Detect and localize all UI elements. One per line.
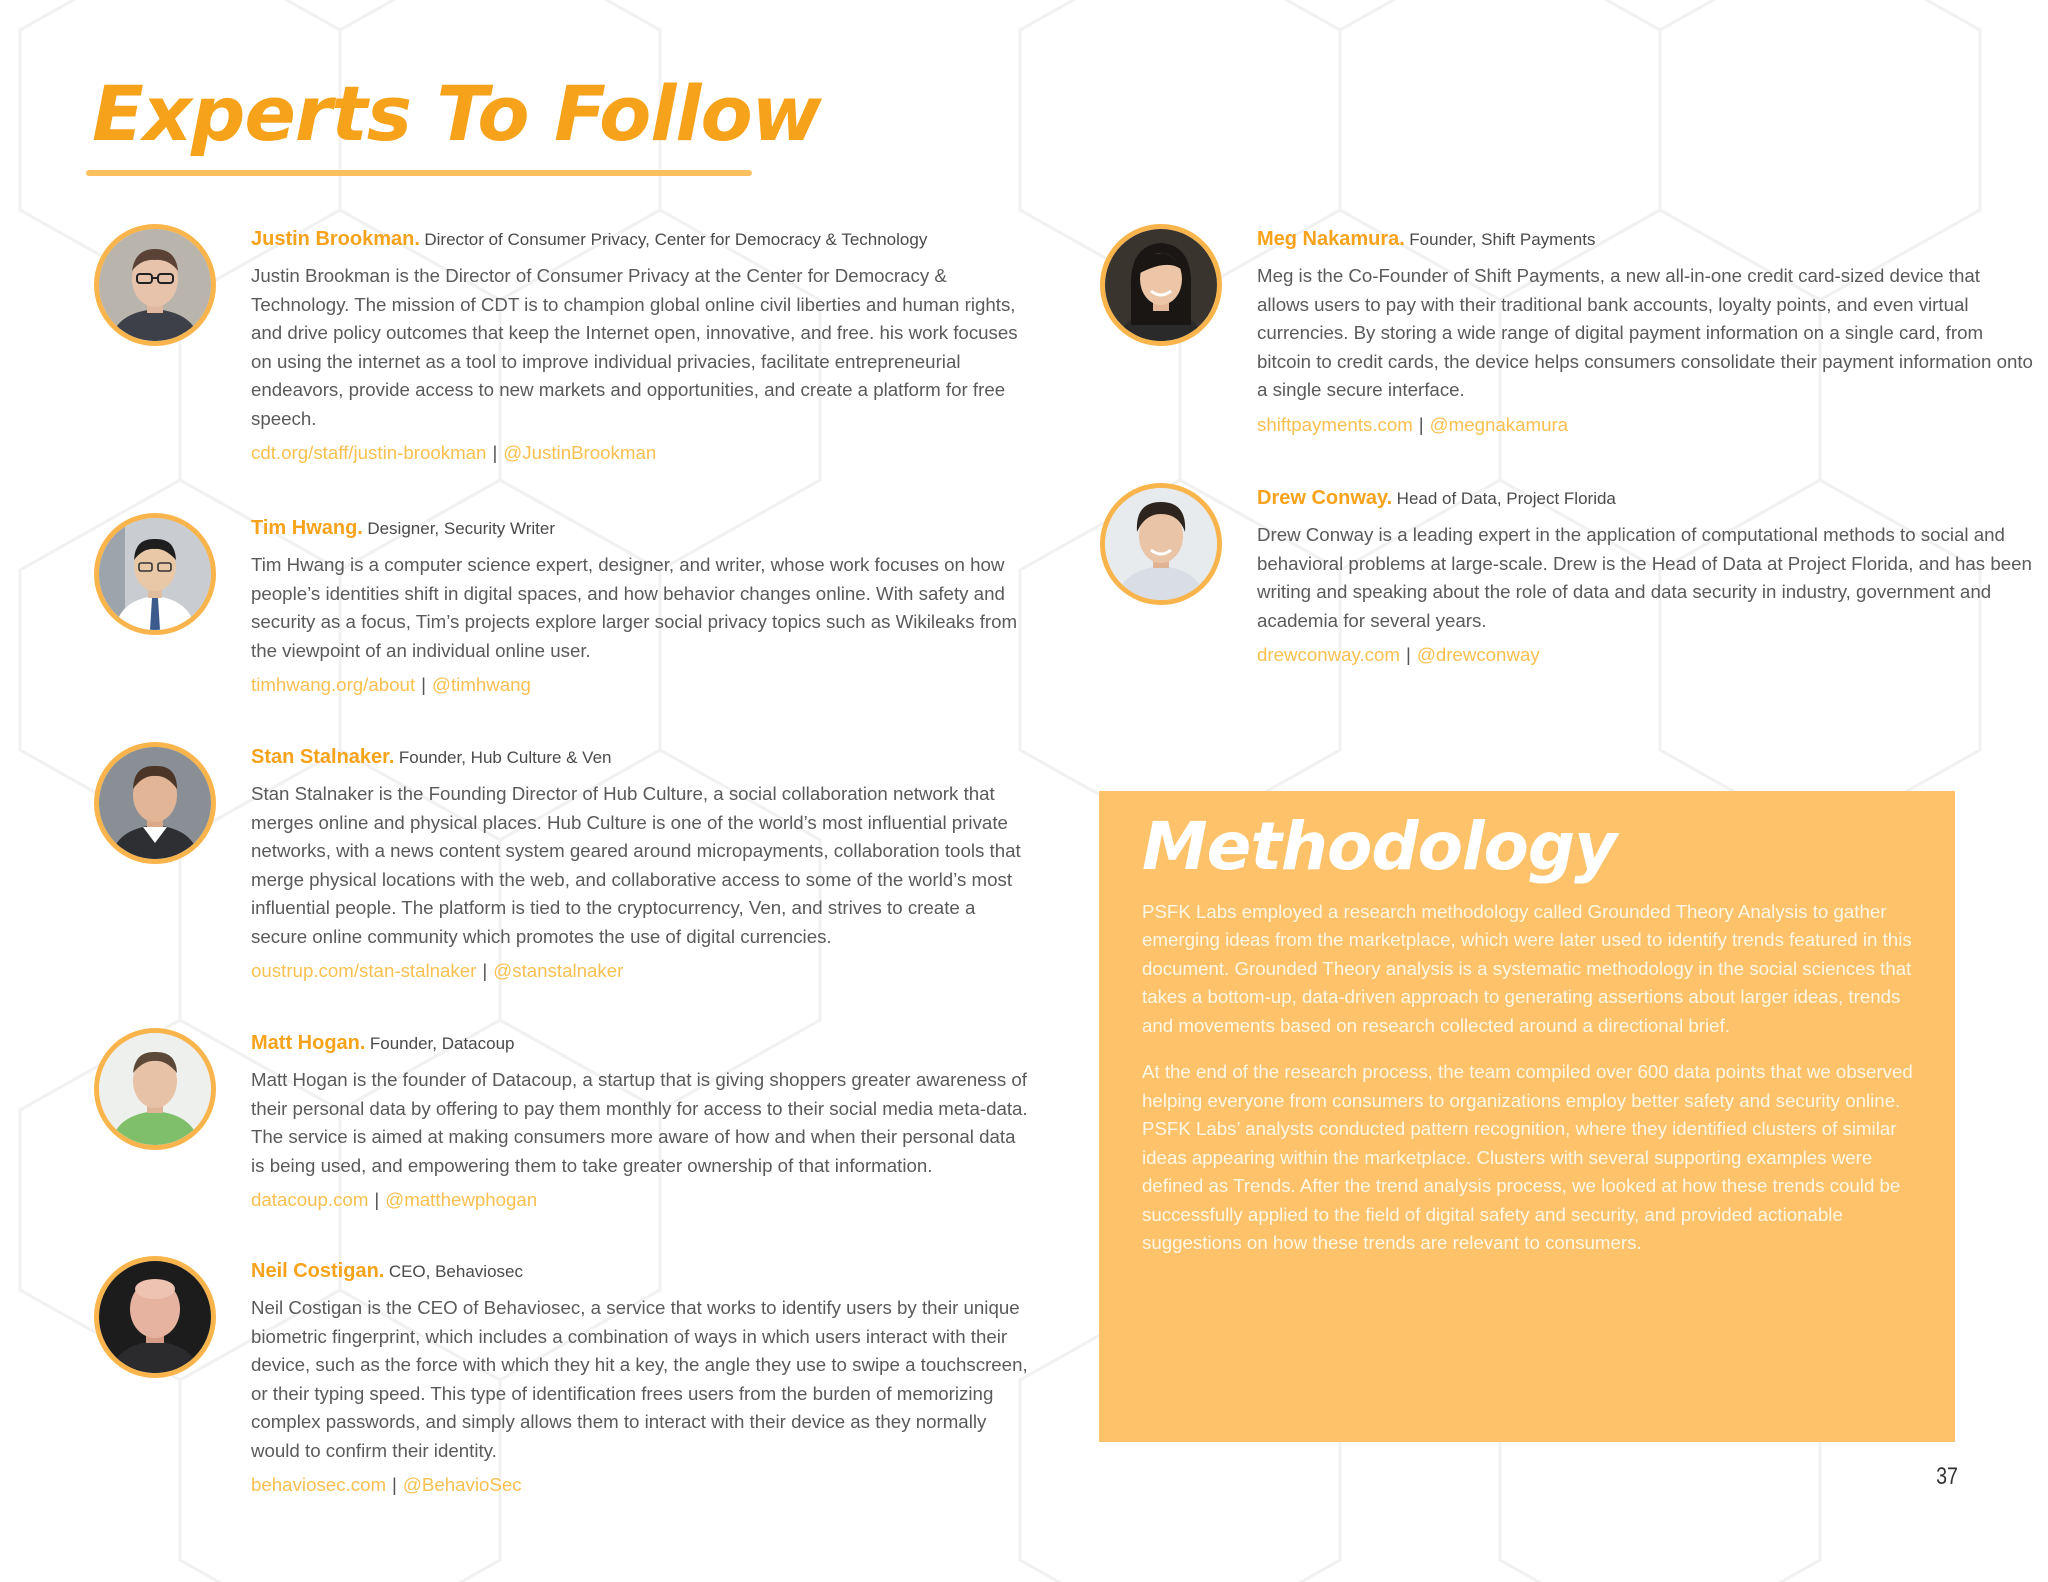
expert-links: [251, 957, 1031, 985]
expert-website-link[interactable]: behaviosec.com: [251, 1474, 387, 1495]
link-separator: |: [492, 442, 498, 463]
expert-links: [251, 439, 1031, 467]
link-separator: |: [374, 1189, 380, 1210]
expert-heading: [251, 1028, 1031, 1060]
page-title: Experts To Follow: [92, 69, 821, 158]
expert-bio: Meg is the Co-Founder of Shift Payments, a new all-in-one credit card-sized device that allows users to pay with their traditional bank accounts, loyalty points, and even virtual currencies. By storing a wide range of digital payment information on a single card, from bitcoin to credit cards, the device helps consumers consolidate their payment information onto a single secure interface.: [1257, 265, 2033, 400]
expert-heading: [251, 1256, 1031, 1288]
expert-bio: Neil Costigan is the CEO of Behaviosec, a service that works to identify users by their unique biometric fingerprint, which includes a combination of ways in which users interact with their device, such as the force with which they hit a key, the angle they use to swipe a touchscreen, or their typing speed. This type of identification frees users from the burden of memorizing complex passwords, and simply allows them to interact with their device as they normally would to confirm their identity.: [251, 1297, 1028, 1461]
expert-name: Neil Costigan.: [251, 1260, 385, 1282]
expert-links: [1257, 411, 2037, 439]
avatar: [94, 224, 216, 346]
expert-bio: Justin Brookman is the Director of Consumer Privacy at the Center for Democracy & Technology. The mission of CDT is to champion global online civil liberties and human rights, and drive policy outcomes that keep the Internet open, innovative, and free. his work focuses on using the internet as a tool to improve individual privacies, facilitate entrepreneurial endeavors, provide access to new markets and opportunities, and create a platform for free speech.: [251, 265, 1018, 429]
expert-links: [251, 1186, 1031, 1214]
expert-website-link[interactable]: shiftpayments.com: [1257, 413, 1413, 435]
link-separator: |: [392, 1474, 397, 1495]
expert-links: [1257, 641, 2037, 669]
expert-heading: [1257, 224, 2037, 256]
expert-name: Drew Conway.: [1257, 487, 1393, 509]
expert-role: Head of Data, Project Florida: [1396, 489, 1616, 508]
link-separator: |: [421, 674, 426, 695]
expert-name: Justin Brookman.: [251, 228, 420, 250]
link-separator: |: [1418, 413, 1424, 435]
expert-links: [251, 1471, 1031, 1499]
avatar: [94, 742, 216, 864]
title-underline: [86, 170, 752, 176]
expert-website-link[interactable]: datacoup.com: [251, 1189, 369, 1210]
expert-twitter-link[interactable]: @stanstalnaker: [493, 960, 624, 981]
expert-links: [251, 671, 1031, 699]
expert-website-link[interactable]: oustrup.com/stan-stalnaker: [251, 960, 477, 981]
avatar: [94, 1256, 216, 1378]
expert-website-link[interactable]: cdt.org/staff/justin-brookman: [251, 442, 487, 463]
methodology-box: [1099, 791, 1955, 1442]
expert-heading: [1257, 483, 2037, 515]
avatar: [1100, 224, 1222, 346]
expert-role: Founder, Shift Payments: [1409, 230, 1596, 249]
expert-name: Meg Nakamura.: [1257, 228, 1405, 250]
expert-bio: Matt Hogan is the founder of Datacoup, a startup that is giving shoppers greater awareness of their personal data by offering to pay them monthly for access to their social media meta-data. The service is aimed at making consumers more aware of how and when their personal data is being used, and empowering them to take greater ownership of that information.: [251, 1069, 1028, 1176]
expert-name: Tim Hwang.: [251, 517, 363, 539]
expert-role: Founder, Datacoup: [369, 1034, 515, 1053]
link-separator: |: [482, 960, 488, 981]
avatar: [94, 513, 216, 635]
expert-twitter-link[interactable]: @megnakamura: [1429, 413, 1569, 435]
expert-heading: [251, 513, 1031, 545]
methodology-paragraph: PSFK Labs employed a research methodology called Grounded Theory Analysis to gather emerging ideas from the marketplace, which were later used to identify trends featured in this document. Grounded Theory analysis is a systematic methodology in the social sciences that takes a bottom-up, data-driven approach to generating assertions about larger ideas, trends and movements based on research collected around a directional brief.: [1142, 900, 1912, 1036]
avatar: [94, 1028, 216, 1150]
expert-website-link[interactable]: timhwang.org/about: [251, 674, 416, 695]
expert-twitter-link[interactable]: @JustinBrookman: [503, 442, 657, 463]
expert-twitter-link[interactable]: @BehavioSec: [402, 1474, 522, 1495]
link-separator: |: [1405, 644, 1411, 665]
methodology-paragraph: At the end of the research process, the team compiled over 600 data points that we observed helping everyone from consumers to organizations employ better safety and security online. PSFK Labs’ analysts conducted pattern recognition, where they identified clusters of similar ideas appearing within the marketplace. Clusters with several supporting examples were defined as Trends. After the trend analysis process, we looked at how these trends could be successfully applied to the field of digital safety and security, and provided actionable suggestions on how these trends are relevant to consumers.: [1142, 1061, 1913, 1254]
expert-website-link[interactable]: drewconway.com: [1257, 644, 1400, 665]
avatar: [1100, 483, 1222, 605]
expert-role: CEO, Behaviosec: [388, 1262, 523, 1281]
expert-bio: Tim Hwang is a computer science expert, designer, and writer, whose work focuses on how people’s identities shift in digital spaces, and how behavior changes online. With safety and security as a focus, Tim’s projects explore larger social privacy topics such as Wikileaks from the viewpoint of an individual online user.: [251, 554, 1018, 661]
expert-role: Director of Consumer Privacy, Center for Democracy & Technology: [424, 230, 928, 249]
expert-twitter-link[interactable]: @drewconway: [1416, 644, 1540, 665]
expert-bio: Drew Conway is a leading expert in the application of computational methods to social and behavioral problems at large-scale. Drew is the Head of Data at Project Florida, and has been writing and speaking about the role of data and data security in industry, government and academia for several years.: [1257, 524, 2032, 631]
expert-heading: [251, 742, 1031, 774]
expert-twitter-link[interactable]: @timhwang: [432, 674, 531, 695]
expert-role: Designer, Security Writer: [367, 519, 556, 538]
page-number: 37: [1936, 1463, 1958, 1490]
expert-bio: Stan Stalnaker is the Founding Director of Hub Culture, a social collaboration network that merges online and physical places. Hub Culture is one of the world’s most influential private networks, with a news content system geared around micropayments, collaboration tools that merge physical locations with the web, and collaborative access to some of the world’s most influential people. The platform is tied to the cryptocurrency, Ven, and strives to create a secure online community which promotes the use of digital currencies.: [251, 783, 1021, 947]
methodology-title: Methodology: [1142, 808, 1617, 885]
expert-name: Stan Stalnaker.: [251, 746, 395, 768]
expert-twitter-link[interactable]: @matthewphogan: [385, 1189, 538, 1210]
expert-name: Matt Hogan.: [251, 1032, 366, 1054]
expert-role: Founder, Hub Culture & Ven: [398, 748, 612, 767]
expert-heading: [251, 224, 1031, 256]
